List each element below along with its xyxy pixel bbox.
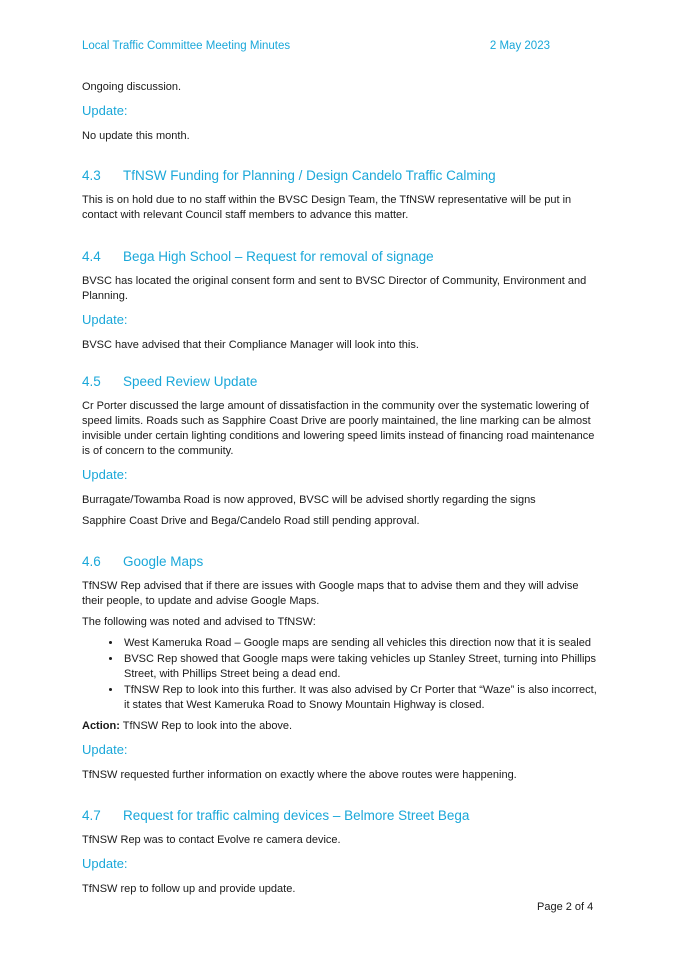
update-text: BVSC have advised that their Compliance Manager will look into this.	[82, 339, 419, 351]
section-number: 4.5	[82, 374, 101, 389]
list-item: • TfNSW Rep to look into this further. It was also advised by Cr Porter that “Waze” is also incorrect, it states that West Kameruka Road to Snowy Mountain Highway is closed.	[122, 683, 597, 713]
update-heading: Update:	[82, 467, 128, 482]
section-title: Google Maps	[123, 554, 204, 569]
section-number: 4.3	[82, 168, 101, 183]
section-title: TfNSW Funding for Planning / Design Candelo Traffic Calming	[123, 168, 496, 183]
section-4-6-text: TfNSW Rep advised that if there are issues with Google maps that to advise them and they will advise their people, to update and advise Google Maps.	[82, 580, 579, 607]
update-text: TfNSW requested further information on exactly where the above routes were happening.	[82, 769, 517, 781]
intro-text: Ongoing discussion.	[82, 81, 182, 93]
page-number: Page 2 of 4	[537, 901, 594, 913]
section-number: 4.6	[82, 554, 101, 569]
header-title: Local Traffic Committee Meeting Minutes	[82, 40, 291, 52]
bullet-list	[82, 636, 597, 713]
section-title: Speed Review Update	[123, 374, 258, 389]
section-4-7-heading	[82, 807, 597, 825]
section-4-7-text: TfNSW Rep was to contact Evolve re camera device.	[82, 834, 341, 846]
action-label: Action:	[82, 720, 120, 732]
section-4-5-heading	[82, 373, 597, 391]
action-text: TfNSW Rep to look into the above.	[119, 720, 293, 732]
section-4-4-text: BVSC has located the original consent form and sent to BVSC Director of Community, Environment and Planning.	[82, 275, 587, 302]
section-4-4-heading	[82, 248, 597, 266]
section-4-6-heading	[82, 553, 597, 571]
page-header	[82, 40, 550, 52]
section-4-6-text-2: The following was noted and advised to TfNSW:	[82, 616, 316, 628]
section-4-3-heading	[82, 167, 597, 185]
update-text: No update this month.	[82, 130, 190, 142]
header-date: 2 May 2023	[489, 40, 550, 52]
update-heading: Update:	[82, 312, 128, 327]
section-number: 4.7	[82, 808, 101, 823]
section-4-3-text: This is on hold due to no staff within the BVSC Design Team, the TfNSW representative will be put in contact with relevant Council staff members to advance this matter.	[82, 194, 572, 221]
update-text: Burragate/Towamba Road is now approved, BVSC will be advised shortly regarding the signs	[82, 494, 536, 506]
section-number: 4.4	[82, 249, 101, 264]
list-item: • West Kameruka Road – Google maps are sending all vehicles this direction now that it is sealed	[122, 636, 597, 651]
update-text: TfNSW rep to follow up and provide update.	[82, 883, 296, 895]
section-title: Bega High School – Request for removal of signage	[123, 249, 434, 264]
document-body	[82, 80, 597, 897]
action-line	[82, 719, 597, 734]
update-heading: Update:	[82, 742, 128, 757]
list-item: • BVSC Rep showed that Google maps were taking vehicles up Stanley Street, turning into Phillips Street, with Phillips Street being a dead end.	[122, 652, 597, 682]
section-title: Request for traffic calming devices – Belmore Street Bega	[123, 808, 470, 823]
update-heading: Update:	[82, 103, 128, 118]
update-heading: Update:	[82, 856, 128, 871]
update-text: Sapphire Coast Drive and Bega/Candelo Road still pending approval.	[82, 515, 420, 527]
section-4-5-text: Cr Porter discussed the large amount of dissatisfaction in the community over the systematic lowering of speed limits. Roads such as Sapphire Coast Drive are poorly maintained, the line marking can be almost invisible under certain lighting conditions and lowering speed limits instead of financing road maintenance is of concern to the community.	[82, 400, 595, 457]
